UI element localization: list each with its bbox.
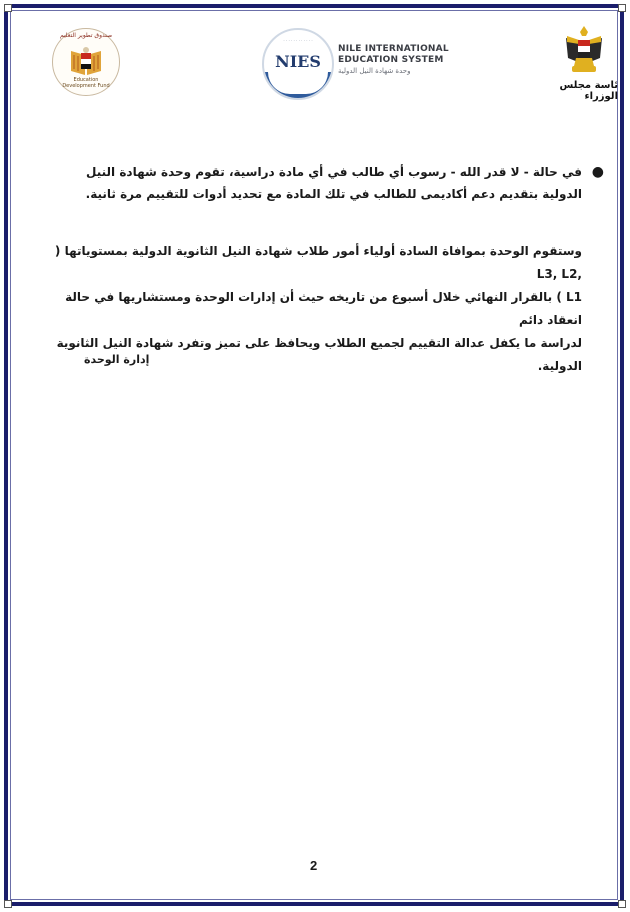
- nies-logo: [262, 28, 334, 100]
- bullet-line-2: الدولية بتقديم دعم أكاديمى للطالب في تلك المادة مع تحديد أدوات للتقييم مرة ثانية.: [85, 187, 582, 201]
- para2-line-1: [50, 240, 582, 286]
- signature: إدارة الوحدة: [84, 353, 150, 366]
- bullet-icon: ●: [591, 164, 604, 180]
- nies-acronym: NIES: [275, 52, 321, 71]
- page-border-inner: [10, 10, 618, 900]
- para2-line1-arabic: وستقوم الوحدة بموافاة السادة أولياء أمور طلاب شهادة النيل الثانوية الدولية بمستوياتها (: [54, 244, 582, 258]
- bullet-line-1: في حالة - لا قدر الله - رسوب أي طالب في أي مادة دراسية، تقوم وحدة شهادة النيل: [86, 165, 582, 179]
- bullet-paragraph: [50, 161, 604, 205]
- cabinet-caption: ئاسة مجلس الوزراء: [559, 80, 618, 102]
- nies-wordmark: [338, 44, 449, 76]
- para2-levels: L3, L2,: [536, 267, 582, 281]
- para2-level-l1: L1: [566, 290, 582, 304]
- nies-arc-text: · · · · · · · · · · · ·: [283, 38, 313, 43]
- corner-ornament: [618, 900, 626, 908]
- edf-english-text: Education Development Fund: [62, 77, 110, 89]
- egypt-eagle-emblem-icon: [564, 24, 604, 76]
- para2-line-2: [50, 286, 582, 332]
- para2-line-3: لدراسة ما يكفل عدالة التقييم لجميع الطلاب ويحافظ على تميز وتفرد شهادة النيل الثانوية الدولية.: [56, 336, 582, 373]
- page-number: 2: [310, 858, 318, 873]
- book-flag-icon: [69, 45, 103, 77]
- edf-arabic-text: صندوق تطوير التعليم: [59, 32, 113, 39]
- corner-ornament: [618, 4, 626, 12]
- nies-name-line2: EDUCATION SYSTEM: [338, 55, 444, 65]
- nies-name-line1: NILE INTERNATIONAL: [338, 44, 449, 54]
- corner-ornament: [4, 900, 12, 908]
- para2-line2-arabic: ) بالقرار النهائي خلال أسبوع من تاريخه حيث أن إدارات الوحدة ومستشاريها في حالة انعقاد دائم: [65, 290, 582, 327]
- education-development-fund-logo: [52, 28, 120, 96]
- nies-arabic-name: وحدة شهادة النيل الدولية: [338, 67, 411, 75]
- corner-ornament: [4, 4, 12, 12]
